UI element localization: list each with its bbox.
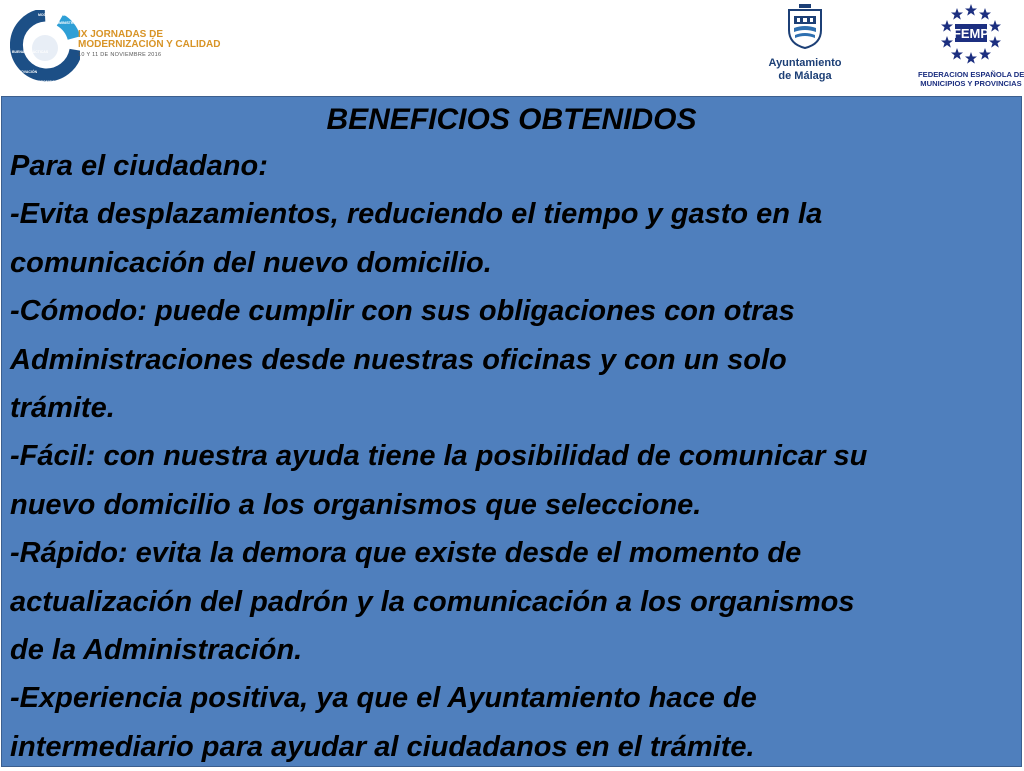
text-line: -Experiencia positiva, ya que el Ayuntamiento hace de: [10, 682, 757, 715]
jornadas-dates: 10 Y 11 DE NOVIEMBRE 2016: [78, 52, 162, 58]
text-line: Administraciones desde nuestras oficinas y con un solo: [10, 343, 787, 376]
malaga-shield-icon: [785, 2, 825, 50]
text-line: Para el ciudadano:: [10, 150, 268, 182]
ring-label: ADMINISTRACIÓN INTELIGENTE: [54, 21, 109, 25]
content-panel: [1, 96, 1022, 767]
slide-header: [0, 0, 1024, 96]
jornadas-title-line1: IX JORNADAS DE: [78, 29, 164, 40]
femp-line2: MUNICIPIOS Y PROVINCIAS: [920, 79, 1022, 88]
text-line: actualización del padrón y la comunicación a los organismos: [10, 585, 855, 618]
slide-title: BENEFICIOS OBTENIDOS: [326, 103, 697, 136]
text-line: -Rápido: evita la demora que existe desde el momento de: [10, 537, 802, 570]
ring-label: COMPROMISO: [30, 80, 55, 84]
text-line: -Cómodo: puede cumplir con sus obligaciones con otras: [10, 295, 795, 328]
ring-label: MODELO DE GESTIÓN: [38, 13, 76, 17]
ring-label: INNOVACIÓN: [15, 70, 38, 74]
text-line: -Fácil: con nuestra ayuda tiene la posibilidad de comunicar su: [10, 440, 868, 473]
text-line: comunicación del nuevo domicilio.: [10, 246, 492, 279]
femp-line1: FEDERACION ESPAÑOLA DE: [918, 70, 1024, 79]
text-line: intermediario para ayudar al ciudadanos en el trámite.: [10, 730, 755, 763]
malaga-line1: Ayuntamiento: [768, 57, 842, 69]
femp-emblem-text: FEMP: [952, 26, 990, 41]
text-line: nuevo domicilio a los organismos que seleccione.: [10, 488, 702, 521]
malaga-line2: de Málaga: [778, 70, 832, 82]
jornadas-logo: [10, 10, 221, 88]
text-line: de la Administración.: [10, 634, 303, 667]
femp-logo: [918, 2, 1024, 88]
text-line: -Evita desplazamientos, reduciendo el tiempo y gasto en la: [10, 198, 823, 231]
jornadas-title-line2: MODERNIZACIÓN Y CALIDAD: [78, 39, 221, 50]
ring-label: BUENAS PRÁCTICAS: [12, 50, 49, 54]
femp-stars-emblem-icon: [938, 2, 1004, 64]
malaga-logo: [756, 2, 854, 84]
text-line: trámite.: [10, 392, 115, 425]
